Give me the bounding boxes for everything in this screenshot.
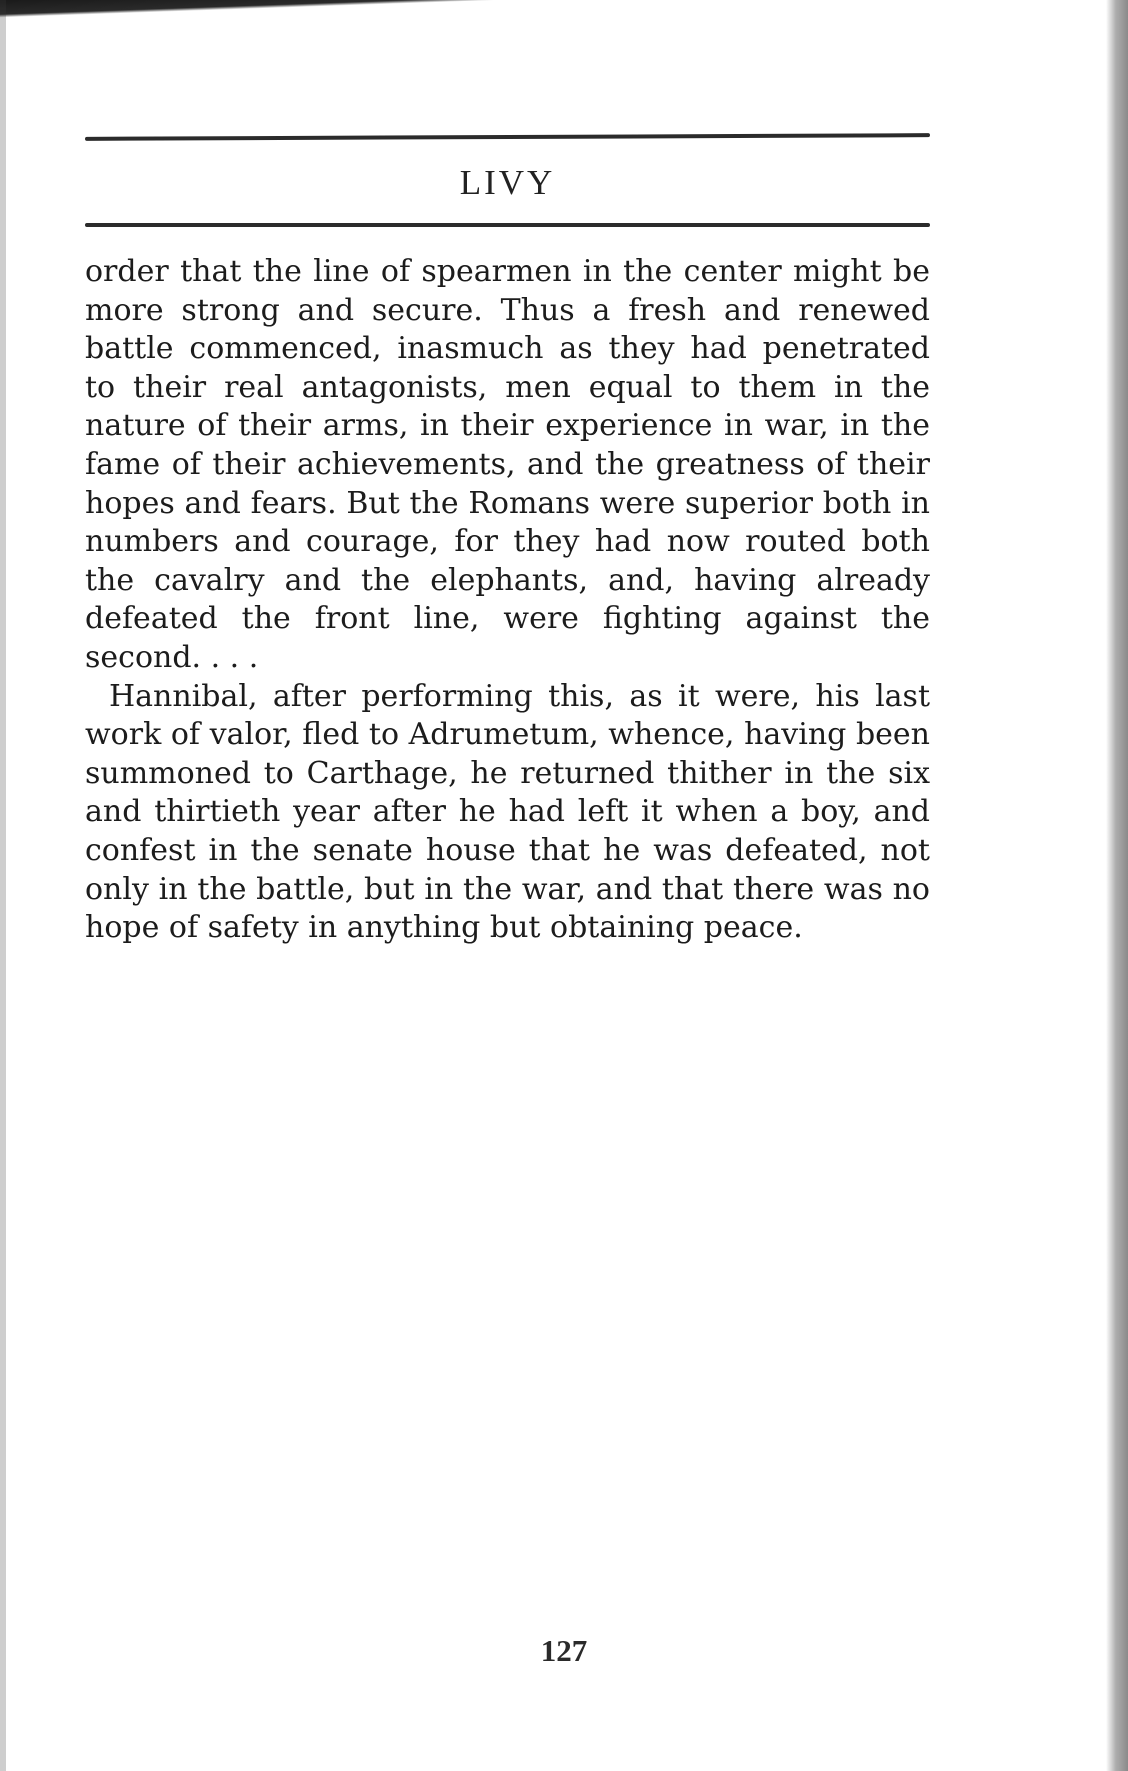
scan-shadow-right [1106, 0, 1128, 1771]
running-head: LIVY [459, 163, 556, 202]
body-text [85, 253, 930, 948]
page-number: 127 [540, 1633, 588, 1668]
scan-shadow-top [0, 0, 1128, 40]
scan-shadow-left [0, 0, 6, 1771]
book-page [85, 135, 930, 948]
paragraph-1: order that the line of spearmen in the center might be more strong and secure. Thus a fresh and renewed battle commenced, inasmuch as they had penetrated to their real antagonists, men equal to them in the nature of their arms, in their experience in war, in the fame of their achievements, and the greatness of their hopes and fears. But the Romans were superior both in numbers and courage, for they had now routed both the cavalry and the elephants, and, having already defeated the front line, were fighting against the second. . . . [85, 254, 930, 675]
header-rule-bottom [85, 223, 930, 227]
paragraph-2: Hannibal, after performing this, as it were, his last work of valor, fled to Adrumetum, whence, having been summoned to Carthage, he returned thither in the six and thirtieth year after he had left it when a boy, and confest in the senate house that he was defeated, not only in the battle, but in the war, and that there was no hope of safety in anything but obtaining peace. [85, 678, 930, 946]
